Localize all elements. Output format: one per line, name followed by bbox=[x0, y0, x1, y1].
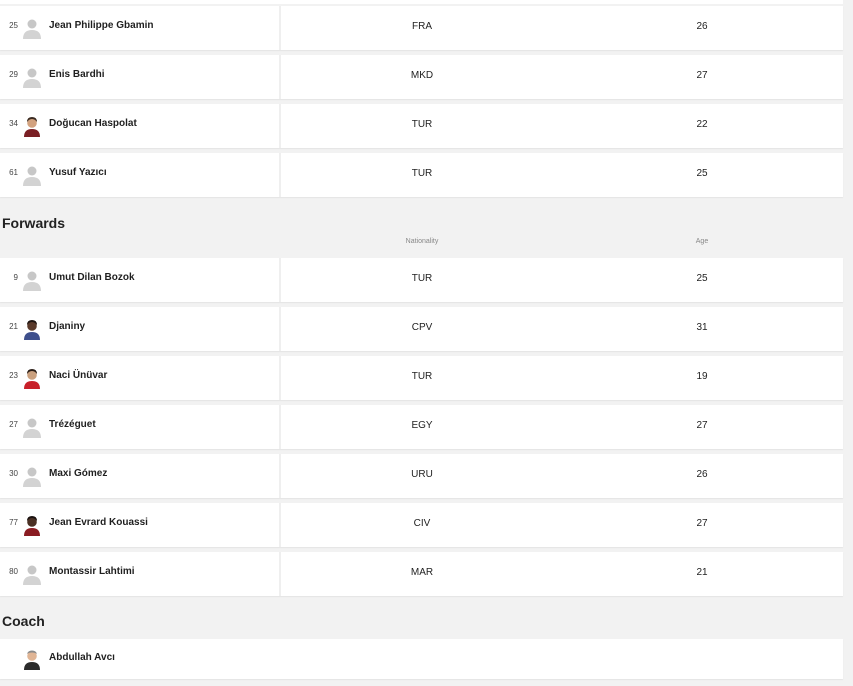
player-cell bbox=[0, 55, 281, 99]
age: 27 bbox=[696, 518, 708, 529]
player-row[interactable] bbox=[0, 153, 843, 197]
age: 31 bbox=[696, 322, 708, 333]
silhouette-icon bbox=[22, 164, 42, 186]
age: 21 bbox=[696, 567, 708, 578]
nationality: FRA bbox=[412, 21, 432, 32]
nationality: TUR bbox=[411, 119, 433, 130]
nationality: TUR bbox=[411, 371, 433, 382]
player-name[interactable]: Yusuf Yazıcı bbox=[49, 167, 107, 178]
section-title-forwards: Forwards bbox=[2, 215, 66, 231]
shirt-number: 27 bbox=[9, 420, 18, 429]
player-photo-icon bbox=[22, 648, 42, 670]
player-photo-icon bbox=[22, 367, 42, 389]
section-title-coach: Coach bbox=[2, 613, 45, 629]
player-name[interactable]: Doğucan Haspolat bbox=[49, 118, 137, 129]
player-name[interactable]: Naci Ünüvar bbox=[49, 370, 108, 381]
player-row[interactable] bbox=[0, 307, 843, 351]
player-cell bbox=[0, 552, 281, 596]
age: 27 bbox=[696, 420, 708, 431]
nationality: MKD bbox=[410, 70, 434, 81]
column-header-age: Age bbox=[695, 238, 709, 245]
nationality: EGY bbox=[411, 420, 433, 431]
silhouette-icon bbox=[22, 465, 42, 487]
nationality: CIV bbox=[413, 518, 431, 529]
shirt-number: 80 bbox=[9, 567, 18, 576]
player-name[interactable]: Umut Dilan Bozok bbox=[49, 272, 135, 283]
player-photo-icon bbox=[22, 115, 42, 137]
player-row[interactable] bbox=[0, 104, 843, 148]
age: 19 bbox=[696, 371, 708, 382]
player-row[interactable] bbox=[0, 552, 843, 596]
shirt-number: 21 bbox=[9, 322, 18, 331]
player-cell bbox=[0, 104, 281, 148]
column-header-nationality: Nationality bbox=[405, 238, 439, 245]
nationality: MAR bbox=[410, 567, 434, 578]
player-name[interactable]: Montassir Lahtimi bbox=[49, 566, 135, 577]
age: 22 bbox=[696, 119, 708, 130]
player-cell bbox=[0, 258, 281, 302]
age: 25 bbox=[696, 168, 708, 179]
player-row[interactable] bbox=[0, 454, 843, 498]
shirt-number: 23 bbox=[9, 371, 18, 380]
silhouette-icon bbox=[22, 17, 42, 39]
silhouette-icon bbox=[22, 416, 42, 438]
player-row[interactable] bbox=[0, 55, 843, 99]
player-name[interactable]: Enis Bardhi bbox=[49, 69, 105, 80]
shirt-number: 25 bbox=[9, 21, 18, 30]
player-photo-icon bbox=[22, 514, 42, 536]
shirt-number: 30 bbox=[9, 469, 18, 478]
coach-name[interactable]: Abdullah Avcı bbox=[49, 652, 115, 663]
shirt-number: 9 bbox=[13, 273, 18, 282]
player-cell bbox=[0, 454, 281, 498]
player-row[interactable] bbox=[0, 356, 843, 400]
player-row[interactable] bbox=[0, 503, 843, 547]
previous-row-edge bbox=[0, 0, 843, 4]
nationality: URU bbox=[411, 469, 433, 480]
player-name[interactable]: Djaniny bbox=[49, 321, 86, 332]
age: 26 bbox=[696, 469, 708, 480]
nationality: TUR bbox=[411, 273, 433, 284]
player-cell bbox=[0, 6, 281, 50]
player-name[interactable]: Jean Evrard Kouassi bbox=[49, 517, 148, 528]
player-photo-icon bbox=[22, 318, 42, 340]
silhouette-icon bbox=[22, 66, 42, 88]
age: 27 bbox=[696, 70, 708, 81]
age: 25 bbox=[696, 273, 708, 284]
shirt-number: 61 bbox=[9, 168, 18, 177]
shirt-number: 29 bbox=[9, 70, 18, 79]
player-cell bbox=[0, 503, 281, 547]
shirt-number: 77 bbox=[9, 518, 18, 527]
nationality: TUR bbox=[411, 168, 433, 179]
player-cell bbox=[0, 307, 281, 351]
shirt-number: 34 bbox=[9, 119, 18, 128]
age: 26 bbox=[696, 21, 708, 32]
player-name[interactable]: Trézéguet bbox=[49, 419, 96, 430]
player-cell bbox=[0, 405, 281, 449]
player-row[interactable] bbox=[0, 258, 843, 302]
silhouette-icon bbox=[22, 563, 42, 585]
silhouette-icon bbox=[22, 269, 42, 291]
nationality: CPV bbox=[411, 322, 433, 333]
player-name[interactable]: Jean Philippe Gbamin bbox=[49, 20, 154, 31]
player-cell bbox=[0, 153, 281, 197]
coach-row[interactable] bbox=[0, 639, 843, 679]
player-cell bbox=[0, 356, 281, 400]
player-row[interactable] bbox=[0, 405, 843, 449]
player-row[interactable] bbox=[0, 6, 843, 50]
player-name[interactable]: Maxi Gómez bbox=[49, 468, 108, 479]
